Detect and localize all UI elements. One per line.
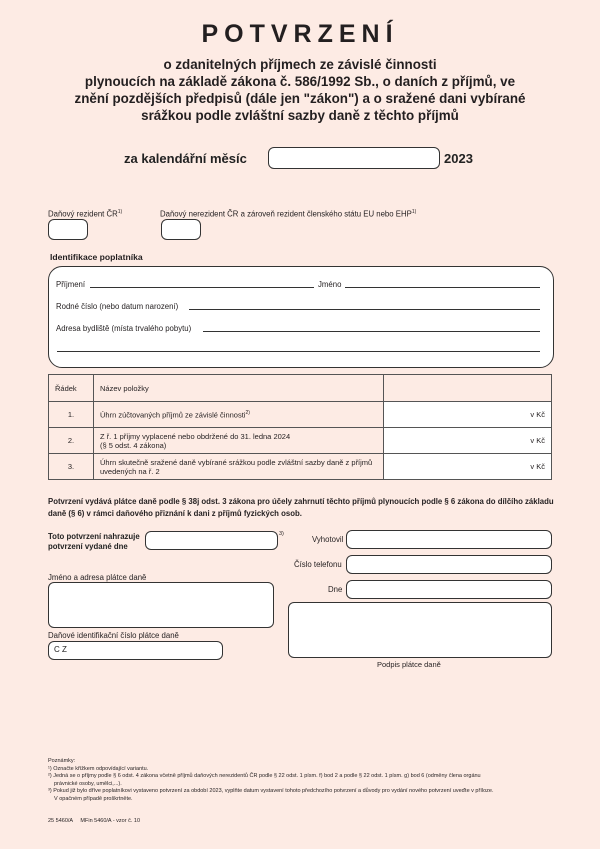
subtitle-line: srážkou podle zvláštní sazby daně z těchto příjmů	[141, 108, 459, 123]
notes-title: Poznámky:	[48, 758, 76, 764]
row-value-field[interactable]: v Kč	[384, 428, 552, 454]
row-name: Z ř. 1 příjmy vyplacené nebo obdržené do 31. ledna 2024 (§ 5 odst. 4 zákona)	[94, 428, 384, 454]
row-name: Úhrn skutečně sražené daně vybírané srážkou podle zvláštní sazby daně z příjmů uvedených na ř. 2	[94, 454, 384, 480]
surname-field[interactable]	[90, 287, 314, 288]
birth-number-field[interactable]	[189, 309, 540, 310]
issued-by-label: Vyhotovil	[312, 535, 344, 544]
row-number: 2.	[49, 428, 94, 454]
address-field[interactable]	[203, 331, 540, 332]
col-name-header: Název položky	[94, 375, 384, 402]
note-1: ¹) Označte křížkem odpovídající variantu.	[48, 765, 149, 772]
row-value-field[interactable]: v Kč	[384, 454, 552, 480]
replaces-date-input[interactable]	[145, 531, 278, 550]
note-2-cont: právnické osoby, umělci,...).	[54, 780, 122, 787]
table-row	[49, 428, 552, 454]
nonresident-label: Daňový nerezident ČR a zároveň rezident členského státu EU nebo EHP$^{1)}$	[160, 209, 417, 219]
row-name: Úhrn zúčtovaných příjmů ze závislé činnosti$^{2)}$	[94, 402, 384, 428]
note-3: ³) Pokud již bylo dříve poplatníkovi vystaveno potvrzení za období 2023, vyplňte datum vystavení tohoto předchozího potvrzení a důvody pro vydání nového potvrzení uveďte v příloze.	[48, 788, 494, 794]
subtitle-line: o zdanitelných příjmech ze závislé činnosti	[163, 57, 437, 72]
phone-label: Číslo telefonu	[294, 560, 342, 569]
nonresident-checkbox[interactable]	[161, 219, 201, 240]
subtitle	[50, 56, 550, 124]
table-row	[49, 454, 552, 480]
page-title: POTVRZENÍ	[201, 20, 399, 48]
dic-prefix: C Z	[54, 645, 67, 654]
note-2: ²) Jedná se o příjmy podle § 6 odst. 4 zákona včetně příjmů daňových nerezidentů ČR podle § 22 odst. 1 písm. f) bod 2 a podle § 22 odst. 1 písm. g) bod 6 (odměny člena orgánu	[48, 773, 481, 779]
replaces-footnote: 3)	[279, 531, 284, 537]
row-number: 1.	[49, 402, 94, 428]
replaces-label: Toto potvrzení nahrazuje potvrzení vydané dne	[48, 532, 140, 551]
subtitle-line: znění pozdějších předpisů (dále jen "zákon") a o sražené dani vybírané	[74, 91, 526, 106]
notes	[48, 758, 558, 803]
address-field-2[interactable]	[57, 351, 540, 352]
items-table	[48, 374, 552, 480]
col-value-header	[384, 375, 552, 402]
row-number: 3.	[49, 454, 94, 480]
payer-name-label: Jméno a adresa plátce daně	[48, 573, 147, 582]
issued-by-input[interactable]	[346, 530, 552, 549]
phone-input[interactable]	[346, 555, 552, 574]
signature-box[interactable]	[288, 602, 552, 658]
row-value-field[interactable]: v Kč	[384, 402, 552, 428]
identification-title: Identifikace poplatníka	[50, 252, 143, 262]
surname-label: Příjmení	[56, 280, 86, 289]
subtitle-line: plynoucích na základě zákona č. 586/1992 Sb., o daních z příjmů, ve	[84, 74, 516, 89]
footer-code: 25 5460/A MFin 5460/A - vzor č. 10	[48, 818, 141, 824]
year: 2023	[444, 151, 473, 166]
resident-checkbox[interactable]	[48, 219, 88, 240]
signature-label: Podpis plátce daně	[377, 660, 441, 669]
month-label: za kalendářní měsíc	[124, 151, 247, 166]
resident-label: Daňový rezident ČR$^{1)}$	[48, 209, 123, 219]
name-field[interactable]	[345, 287, 540, 288]
address-label: Adresa bydliště (místa trvalého pobytu)	[56, 324, 192, 333]
name-label: Jméno	[318, 280, 342, 289]
birth-number-label: Rodné číslo (nebo datum narození)	[56, 302, 179, 311]
date-input[interactable]	[346, 580, 552, 599]
statement-text: Potvrzení vydává plátce daně podle § 38j odst. 3 zákona pro účely zahrnutí těchto příjmů plynoucích podle § 6 zákona do dílčího základu daně (§ 6) v rámci daňového přiznání k dani z příjmů fyzických osob.	[48, 497, 554, 518]
date-label: Dne	[328, 585, 343, 594]
payer-name-input[interactable]	[48, 582, 274, 628]
payer-dic-input[interactable]	[48, 641, 223, 660]
payer-dic-label: Daňové identifikační číslo plátce daně	[48, 631, 179, 640]
col-row-header: Řádek	[49, 375, 94, 402]
month-input[interactable]	[268, 147, 440, 169]
note-3-cont: V opačném případě proškrtněte.	[54, 795, 133, 802]
table-row	[49, 402, 552, 428]
identification-box	[48, 266, 554, 368]
